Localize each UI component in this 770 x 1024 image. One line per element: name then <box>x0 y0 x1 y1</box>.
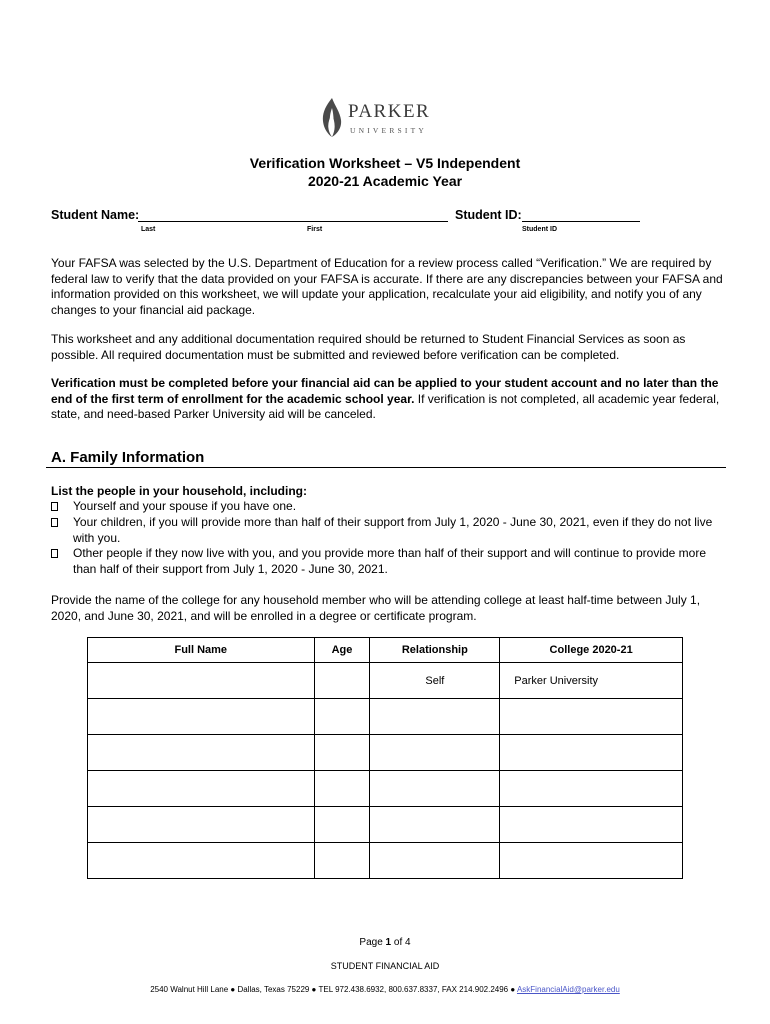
age-cell[interactable] <box>314 843 370 879</box>
section-divider <box>46 467 726 468</box>
college-cell[interactable] <box>500 735 683 771</box>
section-a-heading: A. Family Information <box>51 449 205 466</box>
household-list-heading: List the people in your household, including: <box>51 484 307 498</box>
relationship-cell[interactable] <box>370 807 500 843</box>
page-title: Verification Worksheet – V5 Independent <box>249 155 521 171</box>
student-id-caption: Student ID <box>522 226 557 233</box>
logo-subtitle: UNIVERSITY <box>350 126 427 135</box>
full-name-cell[interactable] <box>88 843 315 879</box>
table-row <box>88 771 683 807</box>
age-cell[interactable] <box>314 699 370 735</box>
bullet-box-icon <box>51 502 58 511</box>
page-prefix: Page <box>359 937 386 948</box>
col-age: Age <box>314 638 370 663</box>
col-college: College 2020-21 <box>500 638 683 663</box>
last-name-caption: Last <box>141 226 156 233</box>
table-row <box>88 663 683 699</box>
age-cell[interactable] <box>314 663 370 699</box>
first-name-caption: First <box>307 226 323 233</box>
age-cell[interactable] <box>314 807 370 843</box>
page-suffix: of 4 <box>391 937 411 948</box>
address-text: 2540 Walnut Hill Lane ● Dallas, Texas 75229 ● TEL 972.438.6932, 800.637.8337, FAX 214.902.2496 ● <box>150 985 517 994</box>
page-number <box>0 937 770 948</box>
col-full-name: Full Name <box>88 638 315 663</box>
full-name-cell[interactable] <box>88 699 315 735</box>
table-row <box>88 735 683 771</box>
full-name-cell[interactable] <box>88 735 315 771</box>
return-paragraph: This worksheet and any additional documentation required should be returned to Student Financial Services as soon as possible. All required documentation must be submitted and reviewed before verification can be completed. <box>51 332 686 362</box>
list-item-text: Yourself and your spouse if you have one. <box>73 499 297 513</box>
intro-paragraph: Your FAFSA was selected by the U.S. Department of Education for a review process called “Verification.” We are required by federal law to verify that the data provided on your FAFSA is accurate. If there are any discrepancies between your FAFSA and information provided on this worksheet, we will update your application, recalculate your aid eligibility, and notify you of any changes to your financial aid package. <box>51 256 723 317</box>
col-relationship: Relationship <box>370 638 500 663</box>
student-id-label: Student ID: <box>455 208 522 222</box>
table-row <box>88 699 683 735</box>
flame-icon <box>318 96 346 138</box>
full-name-cell[interactable] <box>88 771 315 807</box>
deadline-bold-text: Verification must be completed before your financial aid can be applied to your student account and no later than the end of the first term of enrollment for the academic school year. <box>51 376 719 406</box>
relationship-cell[interactable]: Self <box>370 663 500 699</box>
college-cell[interactable] <box>500 807 683 843</box>
college-cell[interactable] <box>500 699 683 735</box>
relationship-cell[interactable] <box>370 843 500 879</box>
college-cell[interactable] <box>500 843 683 879</box>
parker-logo <box>318 96 458 142</box>
relationship-cell[interactable] <box>370 699 500 735</box>
college-cell[interactable]: Parker University <box>500 663 683 699</box>
deadline-paragraph <box>51 376 731 423</box>
relationship-cell[interactable] <box>370 771 500 807</box>
email-link[interactable]: AskFinancialAid@parker.edu <box>516 985 620 994</box>
footer-address <box>0 985 770 994</box>
list-item-text: Your children, if you will provide more than half of their support from July 1, 2020 - June 30, 2021, even if they do not live with you. <box>73 515 713 545</box>
bullet-box-icon <box>51 518 58 527</box>
table-row <box>88 807 683 843</box>
list-item-text: Other people if they now live with you, and you provide more than half of their support and will continue to provide more than half of their support from July 1, 2020 - June 30, 2021. <box>73 546 707 576</box>
student-name-field[interactable] <box>138 221 448 222</box>
student-name-label: Student Name: <box>51 208 140 222</box>
department-name: STUDENT FINANCIAL AID <box>330 961 440 971</box>
student-id-field[interactable] <box>522 221 640 222</box>
full-name-cell[interactable] <box>88 807 315 843</box>
college-note: Provide the name of the college for any household member who will be attending college at least half-time between July 1, 2020, and June 30, 2021, and will be enrolled in a degree or certificate program. <box>51 593 701 623</box>
page-num: 1 <box>385 937 392 948</box>
college-cell[interactable] <box>500 771 683 807</box>
household-table <box>87 637 683 879</box>
age-cell[interactable] <box>314 771 370 807</box>
age-cell[interactable] <box>314 735 370 771</box>
relationship-cell[interactable] <box>370 735 500 771</box>
deadline-rest-text: If verification is not completed, all academic year federal, state, and need-based Parker University aid will be canceled. <box>51 391 720 421</box>
table-header-row <box>88 638 683 663</box>
bullet-box-icon <box>51 549 58 558</box>
logo-wordmark: PARKER <box>348 101 431 122</box>
table-row <box>88 843 683 879</box>
page-subtitle: 2020-21 Academic Year <box>307 173 463 189</box>
full-name-cell[interactable] <box>88 663 315 699</box>
